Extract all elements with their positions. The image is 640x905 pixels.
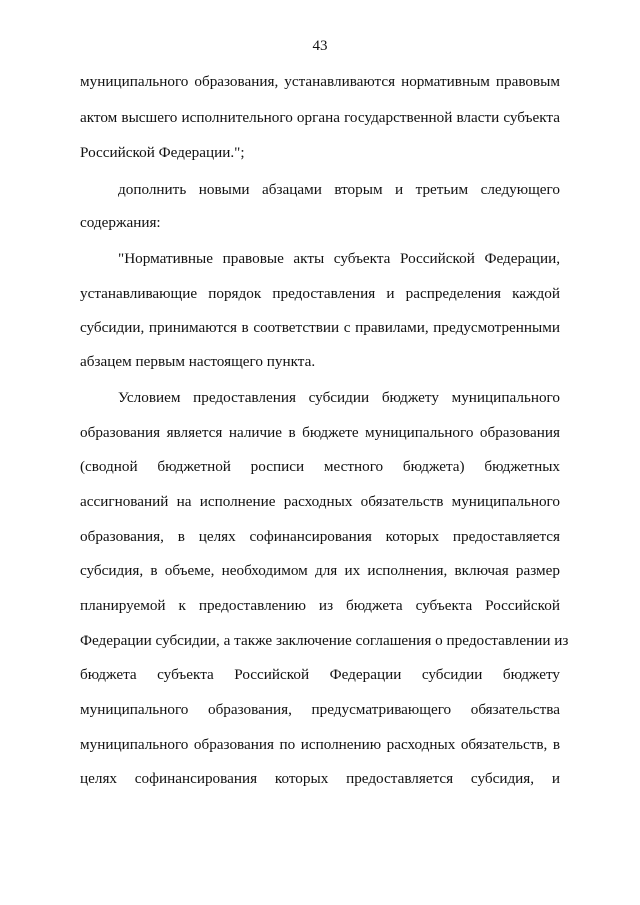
text-line-15: субсидия, в объеме, необходимом для их исполнения, включая размер — [80, 562, 560, 579]
text-line-17: Федерации субсидии, а также заключение соглашения о предоставлении из — [80, 632, 569, 649]
text-line-21: целях софинансирования которых предоставляется субсидия, и — [80, 770, 560, 787]
text-line-1: муниципального образования, устанавливаются нормативным правовым — [80, 73, 560, 90]
text-line-4: дополнить новыми абзацами вторым и третьим следующего — [118, 181, 560, 198]
text-line-6: "Нормативные правовые акты субъекта Российской Федерации, — [118, 250, 560, 267]
text-line-2: актом высшего исполнительного органа государственной власти субъекта — [80, 109, 560, 126]
page-number: 43 — [312, 38, 328, 54]
text-line-12: (сводной бюджетной росписи местного бюджета) бюджетных — [80, 458, 560, 475]
text-line-10: Условием предоставления субсидии бюджету муниципального — [118, 389, 560, 406]
text-line-9: абзацем первым настоящего пункта. — [80, 353, 316, 370]
text-line-20: муниципального образования по исполнению расходных обязательств, в — [80, 736, 560, 753]
text-line-11: образования является наличие в бюджете муниципального образования — [80, 424, 560, 441]
text-line-19: муниципального образования, предусматривающего обязательства — [80, 701, 560, 718]
text-line-8: субсидии, принимаются в соответствии с правилами, предусмотренными — [80, 319, 560, 336]
text-line-18: бюджета субъекта Российской Федерации субсидии бюджету — [80, 666, 560, 683]
text-line-3: Российской Федерации."; — [80, 144, 245, 161]
text-line-14: образования, в целях софинансирования которых предоставляется — [80, 528, 560, 545]
text-line-7: устанавливающие порядок предоставления и распределения каждой — [80, 285, 560, 302]
text-line-5: содержания: — [80, 214, 161, 231]
text-line-13: ассигнований на исполнение расходных обязательств муниципального — [80, 493, 560, 510]
text-line-16: планируемой к предоставлению из бюджета субъекта Российской — [80, 597, 560, 614]
